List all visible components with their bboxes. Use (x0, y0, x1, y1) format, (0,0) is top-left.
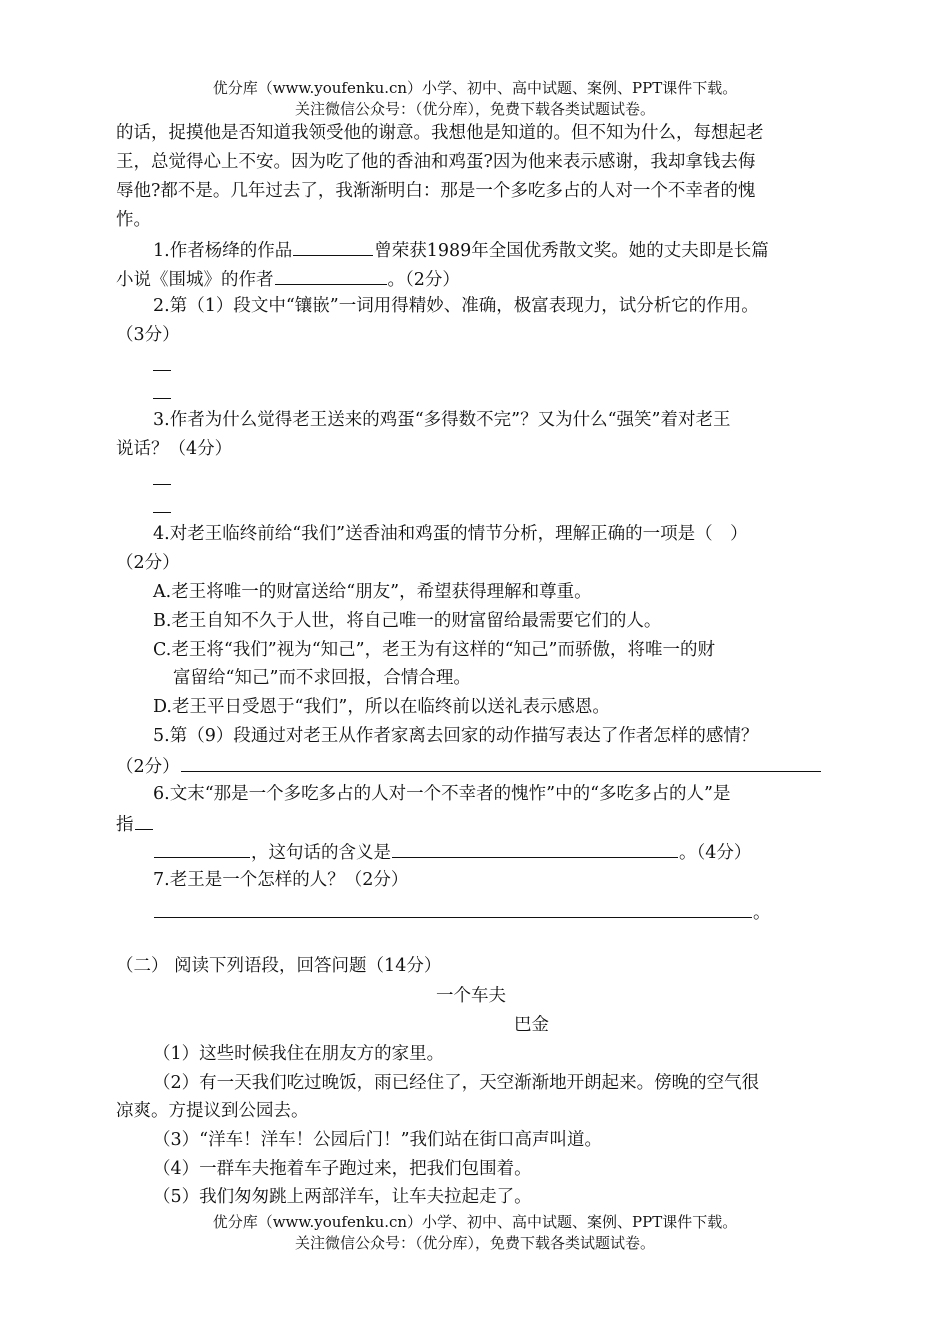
option-d[interactable]: D.老王平日受恩于“我们”，所以在临终前以送礼表示感恩。 (153, 697, 610, 717)
answer-blank[interactable] (135, 811, 153, 830)
header-line-1: 优分库（www.youfenku.cn）小学、初中、高中试题、案例、PPT课件下载。 (212, 79, 738, 97)
question-6-text-zhi: 指 (116, 815, 134, 835)
answer-blank[interactable] (154, 839, 250, 858)
header-line-2: 关注微信公众号：（优分库），免费下载各类试题试卷。 (294, 100, 655, 118)
question-2-line-1: 2.第（1）段文中“镶嵌”一词用得精妙、准确，极富表现力，试分析它的作用。 (153, 296, 759, 316)
paragraph-4: （4）一群车夫拖着车子跑过来，把我们包围着。 (153, 1159, 532, 1179)
question-5-line-1: 5.第（9）段通过对老王从作者家离去回家的动作描写表达了作者怎样的感情？ (153, 726, 759, 746)
passage-line-3: 辱他?都不是。几年过去了，我渐渐明白：那是一个多吃多占的人对一个不幸者的愧 (116, 181, 756, 201)
answer-line-short[interactable] (153, 484, 171, 485)
answer-blank[interactable] (392, 839, 678, 858)
option-b[interactable]: B.老王自知不久于人世，将自己唯一的财富留给最需要它们的人。 (153, 611, 662, 631)
question-4-line-1: 4.对老王临终前给“我们”送香油和鸡蛋的情节分析，理解正确的一项是（ ） (153, 524, 748, 544)
paragraph-1: （1）这些时候我住在朋友方的家里。 (153, 1044, 445, 1064)
answer-line-short[interactable] (153, 370, 171, 371)
paragraph-5: （5）我们匆匆跳上两部洋车，让车夫拉起走了。 (153, 1187, 532, 1207)
answer-blank[interactable] (293, 237, 373, 256)
question-7-answer-line (153, 899, 771, 923)
article-author: 巴金 (514, 1015, 549, 1035)
paragraph-3: （3）“洋车！洋车！公园后门！”我们站在街口高声叫道。 (153, 1130, 603, 1150)
question-1-line-2 (116, 266, 460, 290)
question-3-line-1: 3.作者为什么觉得老王送来的鸡蛋“多得数不完”？又为什么“强笑”着对老王 (153, 410, 731, 430)
section-2-heading: （二） 阅读下列语段，回答问题（14分） (116, 956, 442, 976)
question-6-text-b: 。（4分） (679, 843, 752, 863)
answer-line-short[interactable] (153, 398, 171, 399)
question-1-line-1 (153, 237, 769, 261)
question-1-text-b: 曾荣获1989年全国优秀散文奖。她的丈夫即是长篇 (374, 241, 769, 261)
passage-line-2: 王，总觉得心上不安。因为吃了他的香油和鸡蛋?因为他来表示感谢，我却拿钱去侮 (116, 152, 756, 172)
question-7-line-1: 7.老王是一个怎样的人？（2分） (153, 870, 409, 890)
question-5-line-2 (116, 753, 822, 777)
answer-blank[interactable] (181, 753, 821, 772)
paragraph-2: （2）有一天我们吃过晚饭，雨已经住了，天空渐渐地开朗起来。傍晚的空气很 (153, 1073, 760, 1093)
option-c[interactable]: C.老王将“我们”视为“知己”，老王为有这样的“知己”而骄傲，将唯一的财 (153, 640, 716, 660)
answer-line-short[interactable] (153, 512, 171, 513)
option-a[interactable]: A.老王将唯一的财富送给“朋友”，希望获得理解和尊重。 (153, 582, 592, 602)
question-4-line-2: （2分） (116, 553, 180, 573)
footer-line-1: 优分库（www.youfenku.cn）小学、初中、高中试题、案例、PPT课件下载。 (212, 1213, 738, 1231)
passage-line-1: 的话，捉摸他是否知道我领受他的谢意。我想他是知道的。但不知为什么，每想起老 (116, 123, 764, 143)
footer-line-2: 关注微信公众号：（优分库），免费下载各类试题试卷。 (294, 1234, 655, 1252)
answer-blank[interactable] (154, 899, 752, 918)
question-1-text-a: 1.作者杨绛的作品 (153, 241, 293, 261)
passage-line-4: 怍。 (116, 210, 151, 230)
answer-blank[interactable] (275, 266, 387, 285)
paragraph-2-continued: 凉爽。方提议到公园去。 (116, 1101, 309, 1121)
option-c-continued: 富留给“知己”而不求回报，合情合理。 (173, 668, 471, 688)
question-3-line-2: 说话？（4分） (116, 439, 233, 459)
question-1-text-d: 。（2分） (387, 270, 460, 290)
article-title: 一个车夫 (436, 986, 506, 1006)
question-6-line-1: 6.文末“那是一个多吃多占的人对一个不幸者的愧怍”中的“多吃多占的人”是 (153, 784, 731, 804)
question-6-line-3 (153, 839, 751, 863)
question-1-text-c: 小说《围城》的作者 (116, 270, 274, 290)
question-5-points: （2分） (116, 757, 180, 777)
question-6-text-a: ，这句话的含义是 (251, 843, 391, 863)
question-7-end: 。 (753, 903, 771, 923)
question-2-line-2: （3分） (116, 325, 180, 345)
question-6-line-2 (116, 811, 154, 835)
